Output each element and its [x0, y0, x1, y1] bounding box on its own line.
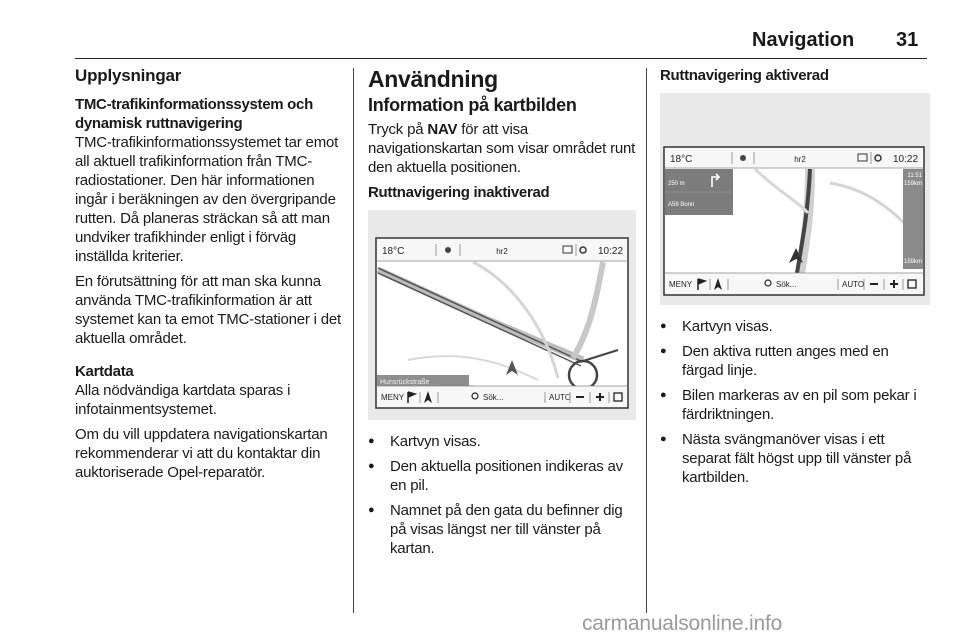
list-item: ● Den aktuella positionen indikeras av en pil. [368, 457, 636, 495]
column-3 [660, 66, 930, 493]
clock-readout: 10:22 [598, 246, 624, 257]
column-1 [75, 66, 350, 488]
search-button[interactable]: Sök... [483, 393, 504, 402]
auto-zoom-button[interactable]: AUTO [549, 393, 572, 402]
column-divider-2 [646, 68, 647, 613]
subheading-tmc: TMC-trafikinformationssystem och dynamisk ruttnavigering [75, 96, 313, 132]
distance-remaining: 159km [903, 181, 922, 187]
caption-route-active: Ruttnavigering aktiverad [660, 67, 829, 84]
bullet-list-active [660, 317, 930, 487]
distance-remaining-bottom: 159km [903, 259, 922, 265]
nav-screen-inactive [368, 210, 636, 420]
section-heading-anvandning: Användning [368, 66, 498, 92]
paragraph-nav-intro: Tryck på NAV för att visa navigationskartan som visar området runt den aktuella positionen. [368, 121, 636, 176]
bullet-list-inactive [368, 432, 636, 558]
auto-zoom-button[interactable]: AUTO [842, 280, 865, 289]
paragraph-map-update: Om du vill uppdatera navigationskartan rekommenderar vi att du kontaktar din auktoriserade Opel-reparatör. [75, 426, 328, 481]
watermark: carmanualsonline.info [582, 612, 783, 635]
temperature-readout: 18°C [382, 246, 405, 257]
list-item: ● Den aktiva rutten anges med en färgad linje. [660, 342, 930, 380]
nav-key-label: NAV [427, 121, 458, 138]
radio-station-label: hr2 [794, 155, 806, 164]
list-item: ● Namnet på den gata du befinner dig på visas längst ner till vänster på kartan. [368, 501, 636, 558]
subheading-kartdata: Kartdata [75, 363, 134, 380]
temperature-readout: 18°C [670, 154, 693, 165]
location-pin-icon [740, 155, 746, 161]
column-2 [368, 66, 636, 564]
header-rule [75, 58, 927, 59]
nav-screen-active [660, 93, 930, 305]
subheading-map-info: Information på kartbilden [368, 95, 577, 115]
paragraph-tmc-intro: TMC-trafikinformationssystemet tar emot all aktuell trafikinformation från TMC-radiostationer. Den här informationen ingår i beräkningen av den övergripande rutten. Då planeras sträckan så att man undviker trafikhinder enligt i förväg inställda kriterier. [75, 134, 339, 265]
list-item: ● Kartvyn visas. [660, 317, 930, 336]
nav-screen-inactive-graphic [368, 210, 636, 420]
section-heading-upplysningar: Upplysningar [75, 66, 182, 85]
search-button[interactable]: Sök... [776, 280, 797, 289]
street-name-label: Hunsrückstraße [380, 379, 430, 386]
column-divider-1 [353, 68, 354, 613]
list-item: ● Kartvyn visas. [368, 432, 636, 451]
maneuver-distance: 250 m [668, 181, 685, 187]
location-pin-icon [445, 247, 451, 253]
paragraph-kartdata: Alla nödvändiga kartdata sparas i infotainmentsystemet. [75, 382, 291, 418]
menu-button[interactable]: MENY [669, 280, 693, 289]
nav-screen-active-graphic [660, 93, 930, 305]
clock-readout: 10:22 [893, 154, 919, 165]
menu-button[interactable]: MENY [381, 393, 405, 402]
paragraph-tmc-requirement: En förutsättning för att man ska kunna använda TMC-trafikinformation är att systemet kan ta emot TMC-stationer i det aktuella området. [75, 273, 341, 347]
page-header-title: Navigation [752, 29, 855, 51]
page-number: 31 [896, 29, 919, 51]
list-item: ● Nästa svängmanöver visas i ett separat fält högst upp till vänster på kartbilden. [660, 430, 930, 487]
eta-readout: 11:51 [907, 173, 922, 179]
caption-route-inactive: Ruttnavigering inaktiverad [368, 184, 550, 201]
maneuver-road: A59 Bonn [668, 202, 695, 208]
list-item: ● Bilen markeras av en pil som pekar i färdriktningen. [660, 386, 930, 424]
radio-station-label: hr2 [496, 247, 508, 256]
